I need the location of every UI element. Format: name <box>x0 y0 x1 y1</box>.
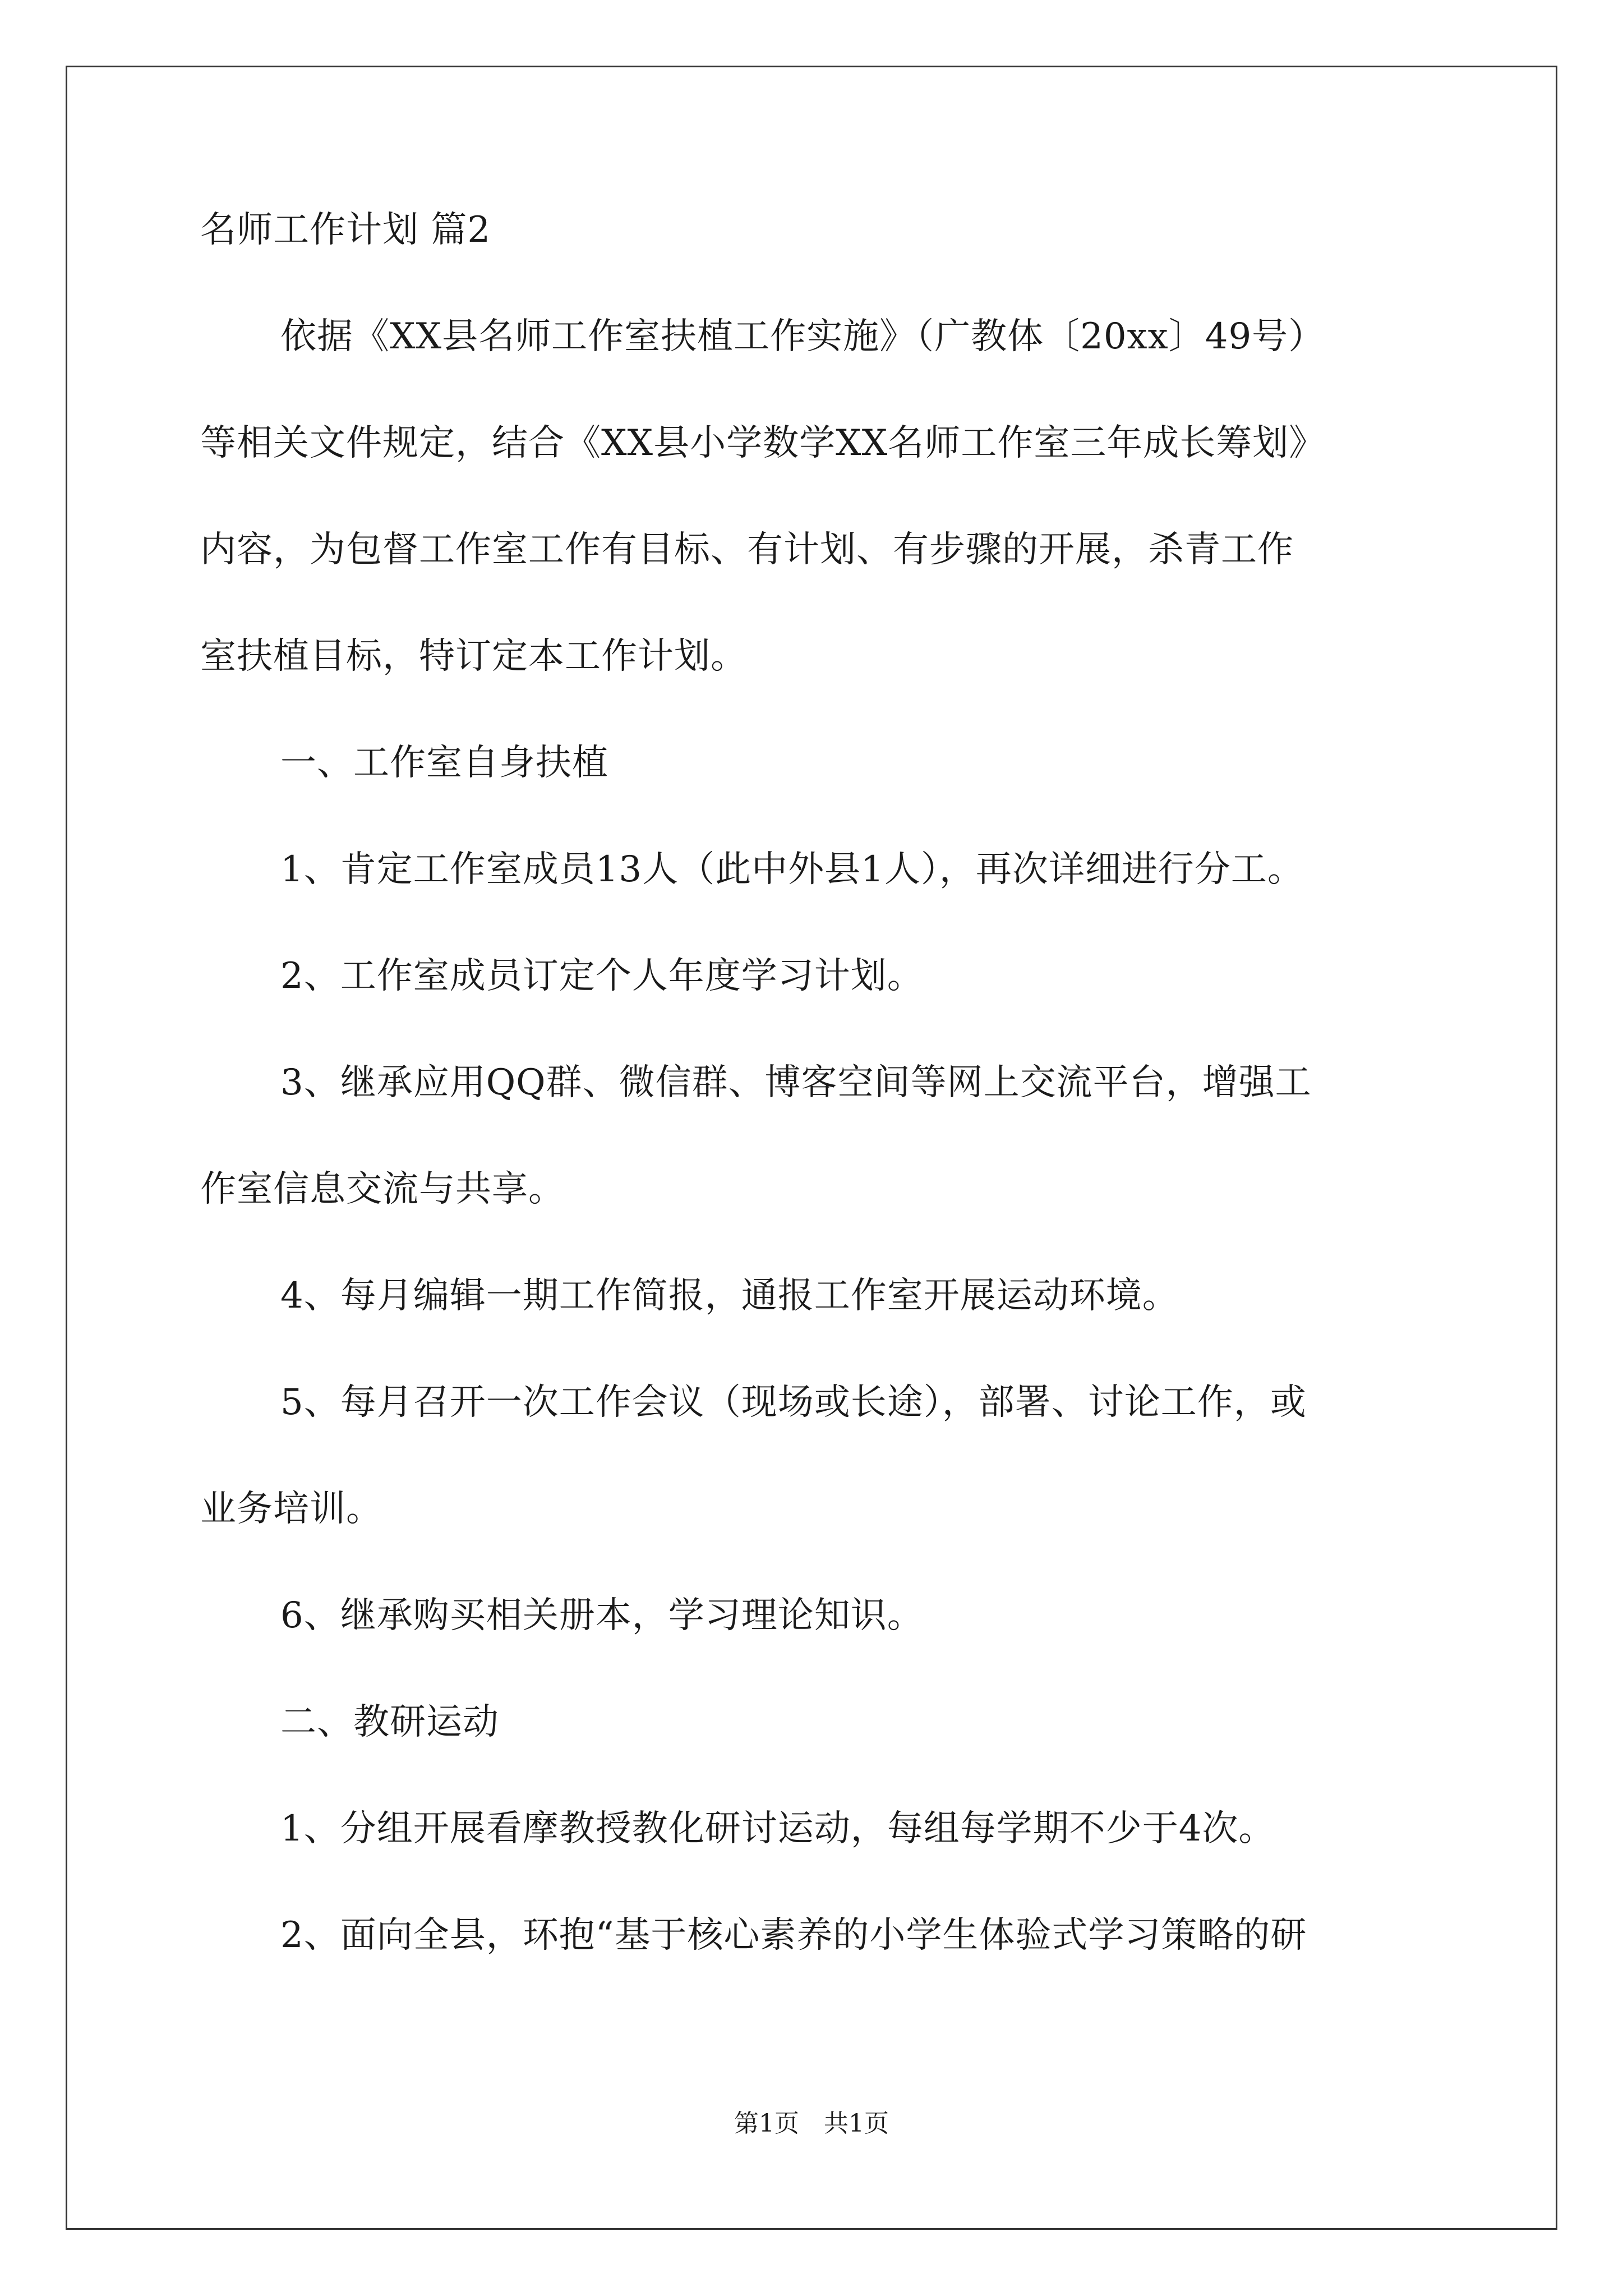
list-item: 5、每月召开一次工作会议（现场或长途），部署、讨论工作，或 <box>280 1382 1307 1423</box>
list-item: 1、分组开展看摩教授教化研讨运动，每组每学期不少于4次。 <box>280 1808 1275 1849</box>
list-item: 1、肯定工作室成员13人（此中外县1人），再次详细进行分工。 <box>280 849 1304 890</box>
list-item: 6、继承购买相关册本，学习理论知识。 <box>280 1595 924 1636</box>
section-heading: 一、工作室自身扶植 <box>280 742 608 784</box>
document-heading: 名师工作计划 篇2 <box>200 209 491 251</box>
paragraph-line: 等相关文件规定，结合《XX县小学数学XX名师工作室三年成长筹划》 <box>200 422 1326 464</box>
list-item-continuation: 业务培训。 <box>200 1488 382 1530</box>
list-item-continuation: 作室信息交流与共享。 <box>200 1168 565 1210</box>
list-item: 2、工作室成员订定个人年度学习计划。 <box>280 955 924 997</box>
paragraph-line: 依据《XX县名师工作室扶植工作实施》（广教体〔20xx〕49号） <box>280 316 1325 357</box>
page-border <box>66 66 1557 2230</box>
page-footer: 第1页 共1页 <box>734 2109 889 2138</box>
list-item: 2、面向全县，环抱“基于核心素养的小学生体验式学习策略的研 <box>280 1915 1307 1956</box>
paragraph-line: 内容，为包督工作室工作有目标、有计划、有步骤的开展，杀青工作 <box>200 529 1294 570</box>
section-heading: 二、教研运动 <box>280 1701 499 1743</box>
list-item: 4、每月编辑一期工作简报，通报工作室开展运动环境。 <box>280 1275 1179 1317</box>
paragraph-line: 室扶植目标，特订定本工作计划。 <box>200 636 747 677</box>
list-item: 3、继承应用QQ群、微信群、博客空间等网上交流平台，增强工 <box>280 1062 1312 1103</box>
